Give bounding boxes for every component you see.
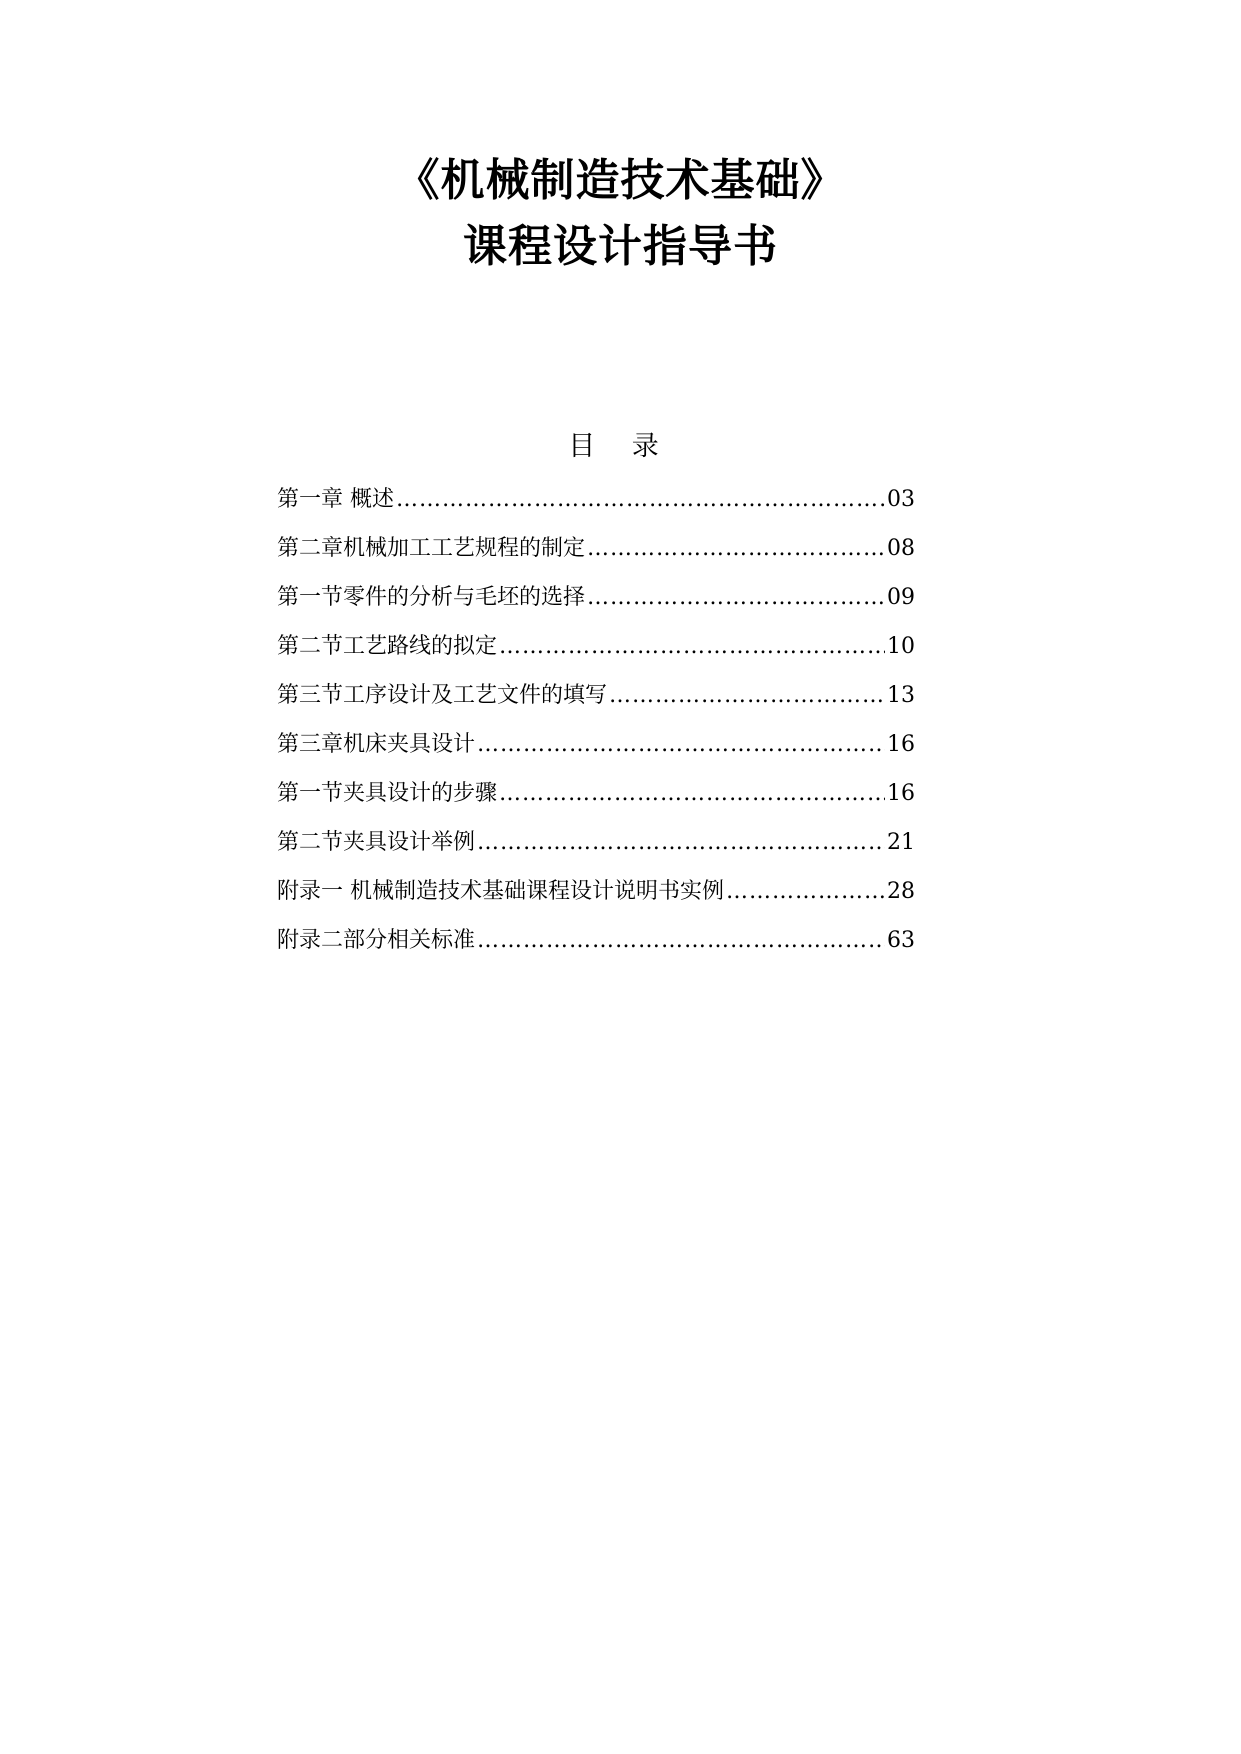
toc-entry-page: 63 bbox=[887, 928, 915, 953]
toc-entry-page: 16 bbox=[887, 781, 915, 806]
toc-entry[interactable] bbox=[277, 580, 915, 629]
toc-entry[interactable] bbox=[277, 776, 915, 825]
toc-entry[interactable] bbox=[277, 874, 915, 923]
toc-entry-label: 第三节工序设计及工艺文件的填写 bbox=[277, 683, 608, 708]
title-line-2: 课程设计指导书 bbox=[463, 221, 778, 272]
toc-entry-page: 10 bbox=[887, 634, 915, 659]
toc-entry-label: 附录二部分相关标准 bbox=[277, 928, 476, 953]
toc-entry-label: 第二章机械加工工艺规程的制定 bbox=[277, 536, 586, 561]
toc-heading: 目 录 bbox=[568, 431, 673, 462]
toc-entry-label: 第二节工艺路线的拟定 bbox=[277, 634, 498, 659]
toc-entry-label: 第一节零件的分析与毛坯的选择 bbox=[277, 585, 586, 610]
toc-entry[interactable] bbox=[277, 727, 915, 776]
toc-entry[interactable] bbox=[277, 531, 915, 580]
toc-entry-page: 13 bbox=[887, 683, 915, 708]
document-title bbox=[0, 148, 1241, 280]
toc-dot-leader bbox=[587, 585, 885, 610]
toc-entry[interactable] bbox=[277, 825, 915, 874]
toc-dot-leader bbox=[477, 830, 885, 855]
title-line-1: 《机械制造技术基础》 bbox=[395, 155, 846, 206]
toc-entry-page: 03 bbox=[887, 487, 915, 512]
toc-entry[interactable] bbox=[277, 923, 915, 972]
toc-entry[interactable] bbox=[277, 482, 915, 531]
toc-entry[interactable] bbox=[277, 629, 915, 678]
toc-entry-page: 28 bbox=[887, 879, 915, 904]
toc-entry-label: 第三章机床夹具设计 bbox=[277, 732, 476, 757]
toc-entry-label: 第二节夹具设计举例 bbox=[277, 830, 476, 855]
toc-dot-leader bbox=[396, 487, 885, 512]
toc-entry-page: 21 bbox=[887, 830, 915, 855]
toc-entry-page: 09 bbox=[887, 585, 915, 610]
toc-entry-label: 附录一 机械制造技术基础课程设计说明书实例 bbox=[277, 879, 724, 904]
toc-dot-leader bbox=[726, 879, 885, 904]
toc-entry-page: 16 bbox=[887, 732, 915, 757]
table-of-contents bbox=[277, 482, 915, 972]
toc-dot-leader bbox=[499, 634, 885, 659]
toc-dot-leader bbox=[609, 683, 885, 708]
toc-entry-label: 第一节夹具设计的步骤 bbox=[277, 781, 498, 806]
toc-dot-leader bbox=[477, 732, 885, 757]
toc-entry-page: 08 bbox=[887, 536, 915, 561]
toc-dot-leader bbox=[587, 536, 885, 561]
toc-dot-leader bbox=[499, 781, 885, 806]
toc-entry-label: 第一章 概述 bbox=[277, 487, 394, 512]
toc-dot-leader bbox=[477, 928, 885, 953]
toc-entry[interactable] bbox=[277, 678, 915, 727]
